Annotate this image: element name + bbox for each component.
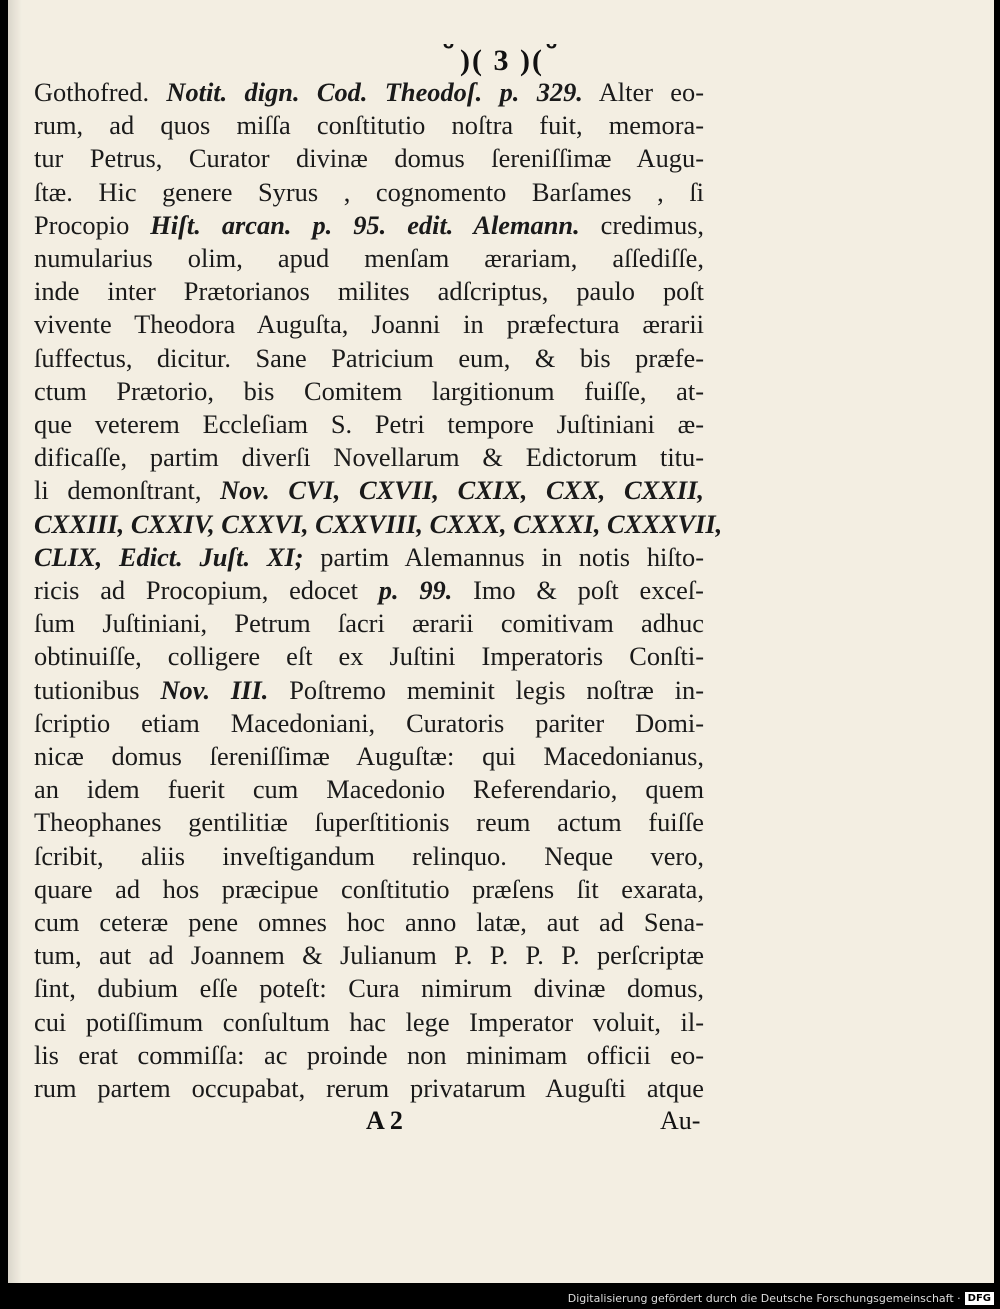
dfg-logo: DFG — [965, 1292, 994, 1305]
text-segment: ſum Juſtiniani, Petrum ſacri ærarii comitivam adhuc — [34, 608, 704, 639]
text-line — [34, 242, 704, 275]
citation-segment: CXXIII, CXXIV, CXXVI, CXXVIII, CXXX, CXXXI, CXXXVII, — [34, 508, 723, 539]
text-line — [34, 740, 704, 773]
text-segment: li demonſtrant, — [34, 475, 221, 506]
text-segment: lis erat commiſſa: ac proinde non minimam officii eo- — [34, 1039, 704, 1070]
text-segment: tur Petrus, Curator divinæ domus ſereniſſimæ Augu- — [34, 143, 704, 174]
text-line — [34, 972, 704, 1005]
text-segment: partim Alemannus in notis hiſto- — [303, 541, 704, 572]
text-segment: ſint, dubium eſſe poteſt: Cura nimirum divinæ domus, — [34, 973, 704, 1004]
text-segment: cum ceteræ pene omnes hoc anno latæ, aut ad Sena- — [34, 907, 704, 938]
text-segment: an idem fuerit cum Macedonio Referendario, quem — [34, 774, 704, 805]
text-segment: rum partem occupabat, rerum privatarum Auguſti atque — [34, 1073, 704, 1104]
text-line — [34, 607, 704, 640]
text-line — [34, 939, 704, 972]
text-segment: ctum Prætorio, bis Comitem largitionum fuiſſe, at- — [34, 375, 704, 406]
text-segment: credimus, — [579, 209, 705, 240]
citation-segment: Notit. dign. Cod. Theodoſ. p. 329. — [166, 77, 583, 107]
text-segment: nicæ domus ſereniſſimæ Auguſtæ: qui Macedonianus, — [34, 741, 704, 772]
text-line — [34, 574, 704, 607]
credit-text: Digitalisierung gefördert durch die Deutsche Forschungsgemeinschaft · — [567, 1292, 961, 1305]
page-header: ﬞ )( 3 )( ﬞ — [448, 44, 554, 77]
citation-segment: Hiſt. arcan. p. 95. edit. Alemann. — [150, 209, 580, 240]
text-line — [34, 873, 704, 906]
book-page — [8, 0, 994, 1283]
text-line — [34, 408, 704, 441]
text-segment: Procopio — [34, 209, 151, 240]
digitization-credit — [568, 1292, 994, 1305]
text-segment: inde inter Prætorianos milites adſcriptus, paulo poſt — [34, 276, 704, 307]
text-segment: tum, aut ad Joannem & Julianum P. P. P. P. perſcriptæ — [34, 940, 704, 971]
text-segment: Gothofred. — [34, 77, 167, 107]
text-line — [34, 1039, 704, 1072]
text-segment: quare ad hos præcipue conſtitutio præſens ſit exarata, — [34, 873, 704, 904]
text-line — [34, 308, 704, 341]
text-line — [34, 840, 704, 873]
citation-segment: Nov. CVI, CXVII, CXIX, CXX, CXXII, — [220, 475, 704, 506]
text-line — [34, 474, 704, 507]
text-segment: dificaſſe, partim diverſi Novellarum & Edictorum titu- — [34, 442, 704, 473]
text-segment: Theophanes gentilitiæ ſuperſtitionis reum actum fuiſſe — [34, 807, 704, 838]
body-text — [34, 76, 723, 1105]
text-line — [34, 142, 704, 175]
text-line — [34, 640, 704, 673]
text-line — [34, 76, 704, 109]
text-line — [34, 674, 704, 707]
text-line — [34, 342, 704, 375]
text-segment: ricis ad Procopium, edocet — [34, 575, 379, 606]
text-line — [34, 1072, 704, 1105]
text-line — [34, 906, 704, 939]
text-line — [34, 209, 704, 242]
text-segment: Alter eo- — [582, 77, 704, 107]
text-segment: tutionibus — [34, 674, 161, 705]
text-line — [34, 109, 704, 142]
text-segment: vivente Theodora Auguſta, Joanni in præfectura ærarii — [34, 309, 704, 340]
text-segment: que veterem Eccleſiam S. Petri tempore Juſtiniani æ- — [34, 409, 704, 440]
citation-segment: p. 99. — [378, 575, 453, 606]
text-line — [34, 441, 704, 474]
text-line — [34, 707, 704, 740]
text-segment: numularius olim, apud menſam ærariam, aſſediſſe, — [34, 243, 704, 274]
catchword: Au- — [660, 1106, 701, 1135]
signature-mark: A 2 — [366, 1106, 403, 1135]
text-segment: cui potiſſimum conſultum hac lege Imperator voluit, il- — [34, 1006, 704, 1037]
text-segment: Imo & poſt exceſ- — [452, 575, 704, 606]
text-line — [34, 773, 704, 806]
text-segment: ſcriptio etiam Macedoniani, Curatoris pariter Domi- — [34, 707, 704, 738]
text-line — [34, 541, 704, 574]
text-line — [34, 806, 704, 839]
text-line — [34, 1006, 704, 1039]
text-line — [34, 176, 704, 209]
citation-segment: Nov. III. — [160, 674, 269, 705]
text-line — [34, 508, 723, 541]
text-segment: Poſtremo meminit legis noſtræ in- — [268, 674, 704, 705]
text-segment: rum, ad quos miſſa conſtitutio noſtra fuit, memora- — [34, 110, 704, 141]
text-line — [34, 275, 704, 308]
text-segment: obtinuiſſe, colligere eſt ex Juſtini Imperatoris Conſti- — [34, 641, 704, 672]
text-segment: ſtæ. Hic genere Syrus , cognomento Barſames , ſi — [34, 176, 704, 207]
text-line — [34, 375, 704, 408]
text-segment: ſuffectus, dicitur. Sane Patricium eum, & bis præfe- — [34, 342, 704, 373]
text-segment: ſcribit, aliis inveſtigandum relinquo. Neque vero, — [34, 840, 704, 871]
citation-segment: CLIX, Edict. Juſt. XI; — [34, 541, 304, 572]
